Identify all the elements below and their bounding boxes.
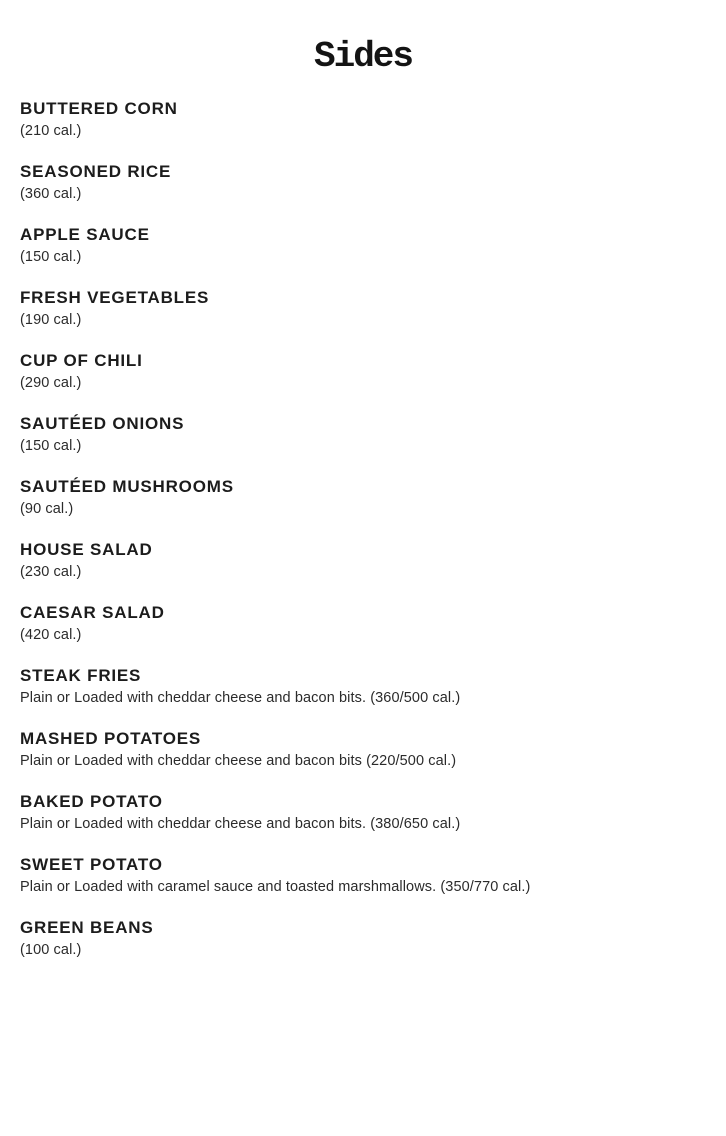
- menu-item: [20, 414, 706, 455]
- menu-item: [20, 729, 706, 770]
- menu-item: [20, 351, 706, 392]
- menu-item-description: Plain or Loaded with cheddar cheese and bacon bits. (360/500 cal.): [20, 690, 461, 706]
- menu-item: [20, 225, 706, 266]
- menu-item-description: (360 cal.): [20, 186, 82, 202]
- page-title: Sides: [313, 36, 413, 77]
- menu-item: [20, 666, 706, 707]
- menu-item-description: (150 cal.): [20, 438, 82, 454]
- menu-item-name: MASHED POTATOES: [20, 729, 202, 748]
- menu-item-description: (210 cal.): [20, 123, 82, 139]
- menu-item: [20, 99, 706, 140]
- menu-item-name: BUTTERED CORN: [20, 99, 178, 118]
- menu-list: [20, 99, 706, 959]
- menu-item-name: SAUTÉED ONIONS: [20, 414, 185, 433]
- menu-item: [20, 918, 706, 959]
- menu-item-name: STEAK FRIES: [20, 666, 142, 685]
- menu-item: [20, 540, 706, 581]
- menu-item-name: GREEN BEANS: [20, 918, 154, 937]
- menu-item: [20, 603, 706, 644]
- menu-item: [20, 288, 706, 329]
- menu-item-description: (420 cal.): [20, 627, 82, 643]
- menu-item-description: (190 cal.): [20, 312, 82, 328]
- menu-item-name: SEASONED RICE: [20, 162, 172, 181]
- menu-item: [20, 477, 706, 518]
- menu-item: [20, 792, 706, 833]
- menu-item-description: Plain or Loaded with cheddar cheese and bacon bits (220/500 cal.): [20, 753, 457, 769]
- menu-item-name: CAESAR SALAD: [20, 603, 165, 622]
- menu-item-name: BAKED POTATO: [20, 792, 163, 811]
- menu-item: [20, 162, 706, 203]
- menu-item-name: SAUTÉED MUSHROOMS: [20, 477, 234, 496]
- menu-item: [20, 855, 706, 896]
- menu-item-description: Plain or Loaded with caramel sauce and toasted marshmallows. (350/770 cal.): [20, 879, 531, 895]
- menu-item-description: (290 cal.): [20, 375, 82, 391]
- menu-item-description: (90 cal.): [20, 501, 74, 517]
- menu-item-name: CUP OF CHILI: [20, 351, 143, 370]
- menu-item-name: SWEET POTATO: [20, 855, 163, 874]
- menu-item-name: APPLE SAUCE: [20, 225, 150, 244]
- menu-item-description: Plain or Loaded with cheddar cheese and bacon bits. (380/650 cal.): [20, 816, 461, 832]
- menu-item-description: (230 cal.): [20, 564, 82, 580]
- menu-item-description: (100 cal.): [20, 942, 82, 958]
- menu-item-name: FRESH VEGETABLES: [20, 288, 210, 307]
- menu-item-name: HOUSE SALAD: [20, 540, 153, 559]
- menu-item-description: (150 cal.): [20, 249, 82, 265]
